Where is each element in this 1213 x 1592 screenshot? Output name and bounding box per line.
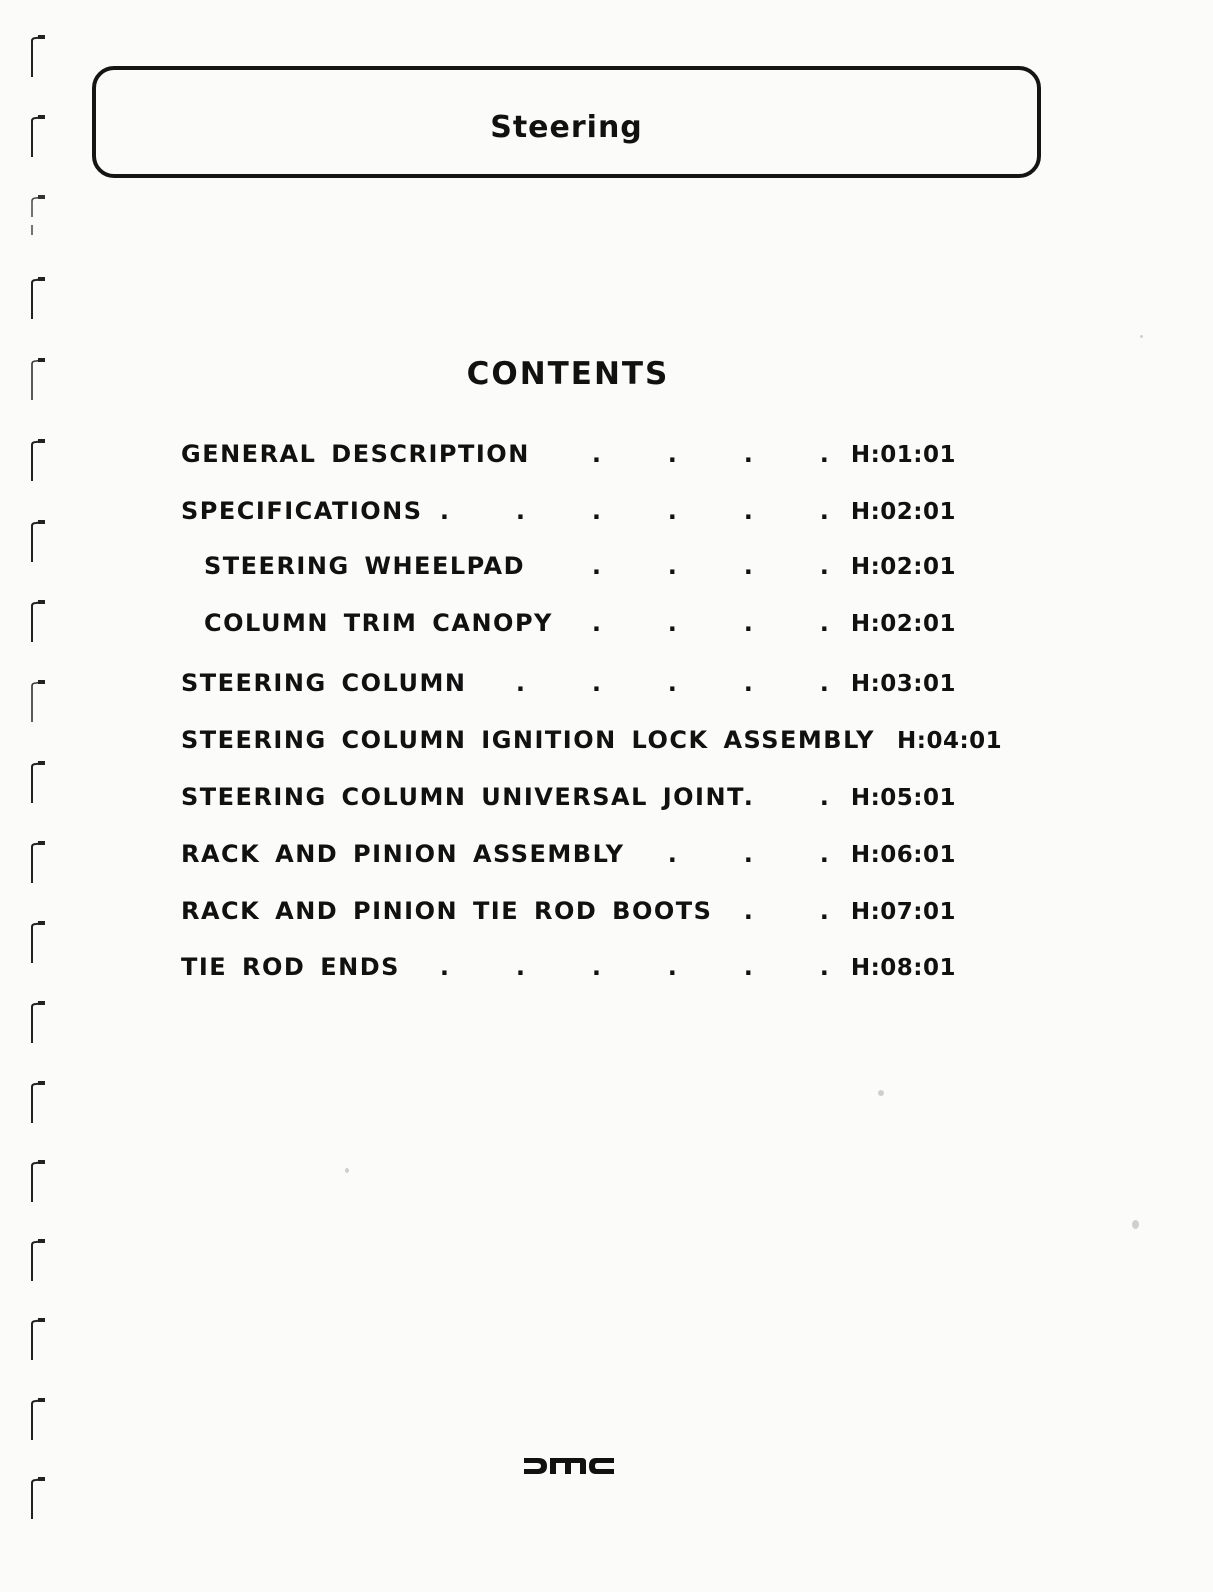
binder-ring-icon: [28, 1239, 46, 1283]
toc-entry-page: H:01:01: [850, 442, 956, 468]
toc-entry-page: H:06:01: [850, 842, 956, 868]
binder-ring-icon: [28, 680, 46, 724]
toc-entry: [181, 497, 956, 533]
toc-entry-page: H:02:01: [850, 611, 956, 637]
dot-leader: [400, 953, 851, 981]
title-box: [92, 66, 1041, 178]
toc-entry: [181, 609, 956, 645]
toc-entry-label: RACK AND PINION ASSEMBLY: [181, 840, 625, 868]
scan-speck: [1140, 335, 1143, 338]
dot-leader: [712, 897, 850, 925]
binder-ring-icon: [28, 439, 46, 483]
toc-entry-label: COLUMN TRIM CANOPY: [204, 609, 553, 637]
binder-ring-icon: [28, 921, 46, 965]
binder-ring-icon: [28, 1477, 46, 1521]
toc-entry: [181, 783, 956, 819]
toc-entry-label: RACK AND PINION TIE ROD BOOTS: [181, 897, 713, 925]
dot-leader: [423, 497, 851, 525]
toc-entry: [181, 669, 956, 705]
binder-ring-icon: [28, 195, 46, 239]
dot-leader: [875, 726, 897, 754]
toc-entry-label: STEERING COLUMN: [181, 669, 467, 697]
dot-leader: [525, 552, 851, 580]
scan-speck: [1132, 1220, 1139, 1229]
toc-entry-page: H:05:01: [850, 785, 956, 811]
binder-ring-icon: [28, 520, 46, 564]
toc-entry: [181, 726, 1003, 762]
toc-entry-label: STEERING COLUMN UNIVERSAL JOINT: [181, 783, 745, 811]
toc-entry: [181, 953, 956, 989]
binder-ring-icon: [28, 1160, 46, 1204]
toc-entry-label: STEERING COLUMN IGNITION LOCK ASSEMBLY: [181, 726, 876, 754]
toc-entry-page: H:07:01: [850, 899, 956, 925]
toc-entry: [181, 897, 956, 933]
toc-entry-label: STEERING WHEELPAD: [204, 552, 526, 580]
binder-ring-icon: [28, 115, 46, 159]
toc-entry-label: TIE ROD ENDS: [181, 953, 400, 981]
binder-ring-icon: [28, 841, 46, 885]
dmc-logo: [524, 1455, 614, 1477]
toc-entry-label: SPECIFICATIONS: [181, 497, 423, 525]
binder-ring-icon: [28, 1318, 46, 1362]
dot-leader: [530, 440, 851, 468]
binder-ring-icon: [28, 600, 46, 644]
toc-entry: [181, 840, 956, 876]
toc-entry-label: GENERAL DESCRIPTION: [181, 440, 530, 468]
toc-entry-page: H:03:01: [850, 671, 956, 697]
binder-ring-icon: [28, 1398, 46, 1442]
toc-entry: [181, 552, 956, 588]
toc-entry: [181, 440, 956, 476]
dot-leader: [466, 669, 850, 697]
binder-ring-icon: [28, 277, 46, 321]
page-title: Steering: [490, 110, 643, 145]
dot-leader: [745, 783, 851, 811]
binder-ring-icon: [28, 35, 46, 79]
binder-ring-icon: [28, 1081, 46, 1125]
contents-heading: CONTENTS: [466, 356, 670, 392]
toc-entry-page: H:08:01: [850, 955, 956, 981]
scan-speck: [878, 1090, 884, 1096]
toc-entry-page: H:02:01: [850, 554, 956, 580]
dot-leader: [553, 609, 851, 637]
binder-ring-icon: [28, 1001, 46, 1045]
scan-speck: [345, 1168, 349, 1173]
binder-ring-marks: [18, 30, 58, 1550]
toc-entry-page: H:02:01: [850, 499, 956, 525]
dot-leader: [625, 840, 851, 868]
binder-ring-icon: [28, 761, 46, 805]
toc-entry-page: H:04:01: [897, 728, 1003, 754]
